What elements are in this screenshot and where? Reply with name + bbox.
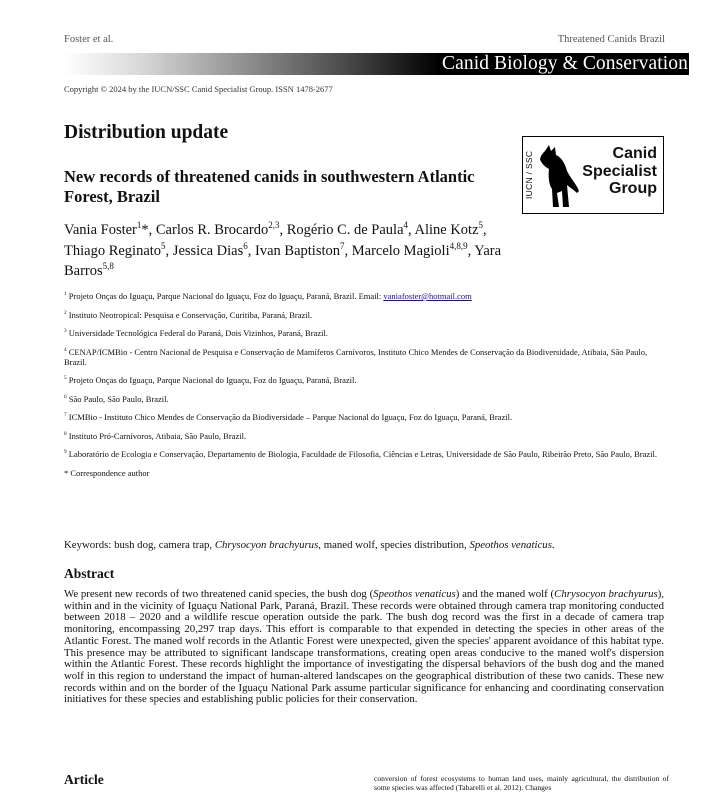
affiliation-item: [64, 431, 669, 441]
canid-silhouette-icon: [537, 141, 581, 211]
author-name: Vania Foster: [64, 222, 137, 238]
abstract-part: ), within and in the vicinity of Iguaçu National Park, Paraná, Brazil. These records were obtained through camera trap monitoring conducted between 2018 – 2020 and a wildlife rescue operation outside the park. The bush dog record was the first in a decade of camera trap monitoring, encompassing 20,297 trap days. This effort is comparable to that expended in detecting the species in other areas of the Atlantic Forest. The maned wolf records in the Atlantic Forest were unexpected, given the species' apparent avoidance of this habitat type. This presence may be attributed to significant landscape transformations, creating open areas conducive to the maned wolf's dispersion within the Atlantic Forest. These records highlight the importance of investigating the dispersal behaviors of the bush dog and the maned wolf in this region to understand the impact of human-altered landscapes on the geographical distribution of these two canids. These new records within and on the border of the Iguaçu National Park assume particular significance for enhancing and coordinating conservation initiatives for these species and establishing public policies for their conservation.: [64, 588, 664, 706]
affiliation-number: 6: [64, 393, 67, 400]
author-separator: *,: [141, 222, 156, 238]
affiliation-number: 8: [64, 430, 67, 437]
affiliation-number: 9: [64, 449, 67, 456]
running-header-right: Threatened Canids Brazil: [557, 34, 665, 45]
affiliation-text: Instituto Pró-Carnívoros, Atibaia, São Paulo, Brazil.: [68, 430, 247, 441]
author-separator: ,: [247, 242, 256, 259]
author-affiliation-marker: 6: [243, 240, 248, 251]
author-separator: ,: [344, 242, 352, 259]
author-separator: ,: [483, 222, 487, 238]
section-heading: Distribution update: [64, 122, 229, 143]
email-link[interactable]: vaniafoster@hotmail.com: [383, 291, 472, 301]
keyword-species-1: Chrysocyon brachyurus: [214, 539, 319, 551]
journal-title: Canid Biology & Conservation: [442, 53, 688, 74]
author-name: Carlos R. Brocardo: [155, 222, 269, 238]
author-affiliation-marker: 4,8,9: [449, 240, 468, 251]
affiliation-list: [64, 291, 669, 486]
author-separator: ,: [165, 242, 173, 259]
author-affiliation-marker: 5: [161, 240, 166, 251]
author-affiliation-marker: 7: [340, 240, 345, 251]
logo-line-1: Canid: [612, 145, 657, 162]
author-name: Rogério C. de Paula: [286, 222, 404, 238]
abstract-species-2: Chrysocyon brachyurus: [554, 588, 658, 600]
author-list: [64, 220, 514, 282]
correspondence-note: * Correspondence author: [64, 467, 150, 478]
author-separator: ,: [467, 242, 475, 259]
affiliation-text: Projeto Onças do Iguaçu, Parque Nacional do Iguaçu, Foz do Iguaçu, Paraná, Brazil.: [68, 375, 357, 385]
affiliation-number: 7: [64, 412, 67, 419]
keywords: [64, 539, 684, 551]
affiliation-number: 1: [64, 291, 67, 298]
affiliation-number: 4: [64, 346, 67, 353]
abstract-species-1: Speothos venaticus: [373, 588, 456, 600]
abstract-heading: Abstract: [64, 566, 115, 581]
affiliation-text: CENAP/ICMBio - Centro Nacional de Pesquisa e Conservação de Mamíferos Carnívoros, Instituto Chico Mendes de Conservação da Biodiversidade, Atibaia, São Paulo, Brazil.: [64, 346, 648, 367]
affiliation-text: Universidade Tecnológica Federal do Paraná, Dois Vizinhos, Paraná, Brazil.: [68, 328, 328, 338]
affiliation-item: [64, 291, 669, 301]
author-name: Thiago Reginato: [64, 242, 162, 259]
author-name: Aline Kotz: [414, 222, 479, 238]
affiliation-item: [64, 394, 669, 404]
logo-line-2: Specialist: [582, 162, 657, 180]
author-separator: ,: [408, 222, 415, 238]
affiliation-item: [64, 412, 669, 422]
author-name: Yara Barros: [64, 242, 502, 279]
author-affiliation-marker: 5,8: [102, 261, 114, 272]
article-column-2-text: conversion of forest ecosystems to human land uses, mainly agricultural, the distribution of some species was affected (Tabarelli et al. 2012). Changes: [374, 774, 669, 792]
affiliation-item: [64, 375, 669, 385]
logo-line-3: Group: [609, 180, 657, 197]
abstract-part: ) and the maned wolf (: [455, 588, 555, 600]
author-name: Jessica Dias: [172, 242, 244, 259]
affiliation-text: São Paulo, São Paulo, Brazil.: [68, 393, 169, 404]
article-heading: Article: [64, 772, 104, 787]
logo-wordmark: [582, 145, 657, 198]
keywords-label: Keywords:: [64, 539, 112, 551]
affiliation-item: [64, 347, 669, 367]
affiliation-item: [64, 310, 669, 320]
canid-specialist-group-logo: [522, 136, 664, 214]
affiliation-text: Instituto Neotropical: Pesquisa e Conservação, Curitiba, Paraná, Brazil.: [68, 309, 313, 320]
article-title: New records of threatened canids in southwestern Atlantic Forest, Brazil: [64, 167, 475, 206]
affiliation-text: ICMBio - Instituto Chico Mendes de Conservação da Biodiversidade – Parque Nacional do Iguaçu, Foz do Iguaçu, Paraná, Brazil.: [68, 412, 513, 422]
affiliation-number: 5: [64, 375, 67, 382]
author-affiliation-marker: 2,3: [268, 220, 280, 231]
abstract-part: We present new records of two threatened canid species, the bush dog (: [64, 588, 374, 600]
keyword-species-2: Speothos venaticus: [469, 539, 552, 551]
keywords-text: .: [551, 539, 555, 551]
author-affiliation-marker: 5: [478, 220, 484, 231]
author-name: Ivan Baptiston: [255, 242, 340, 259]
author-separator: ,: [279, 222, 287, 238]
copyright-notice: Copyright © 2024 by the IUCN/SSC Canid Specialist Group. ISSN 1478-2677: [64, 84, 333, 94]
author-name: Marcelo Magioli: [351, 242, 450, 259]
affiliation-number: 3: [64, 328, 67, 335]
logo-side-text: IUCN / SSC: [524, 150, 534, 200]
keywords-text: , maned wolf, species distribution,: [318, 539, 470, 551]
affiliation-text: Laboratório de Ecologia e Conservação, Departamento de Biologia, Faculdade de Filosofia, Ciências e Letras, Universidade de São Paulo, Ribeirão Preto, São Paulo, Brazil.: [68, 449, 657, 459]
author-affiliation-marker: 1: [136, 220, 142, 231]
abstract-text: [64, 589, 664, 706]
running-header-left: Foster et al.: [64, 34, 114, 45]
affiliation-item: [64, 328, 669, 338]
affiliation-item: [64, 449, 669, 459]
keywords-text: bush dog, camera trap,: [111, 539, 215, 551]
affiliation-number: 2: [64, 309, 67, 316]
affiliation-text: Projeto Onças do Iguaçu, Parque Nacional do Iguaçu, Foz do Iguaçu, Paraná, Brazil. Email:: [68, 291, 384, 301]
author-affiliation-marker: 4: [403, 220, 409, 231]
